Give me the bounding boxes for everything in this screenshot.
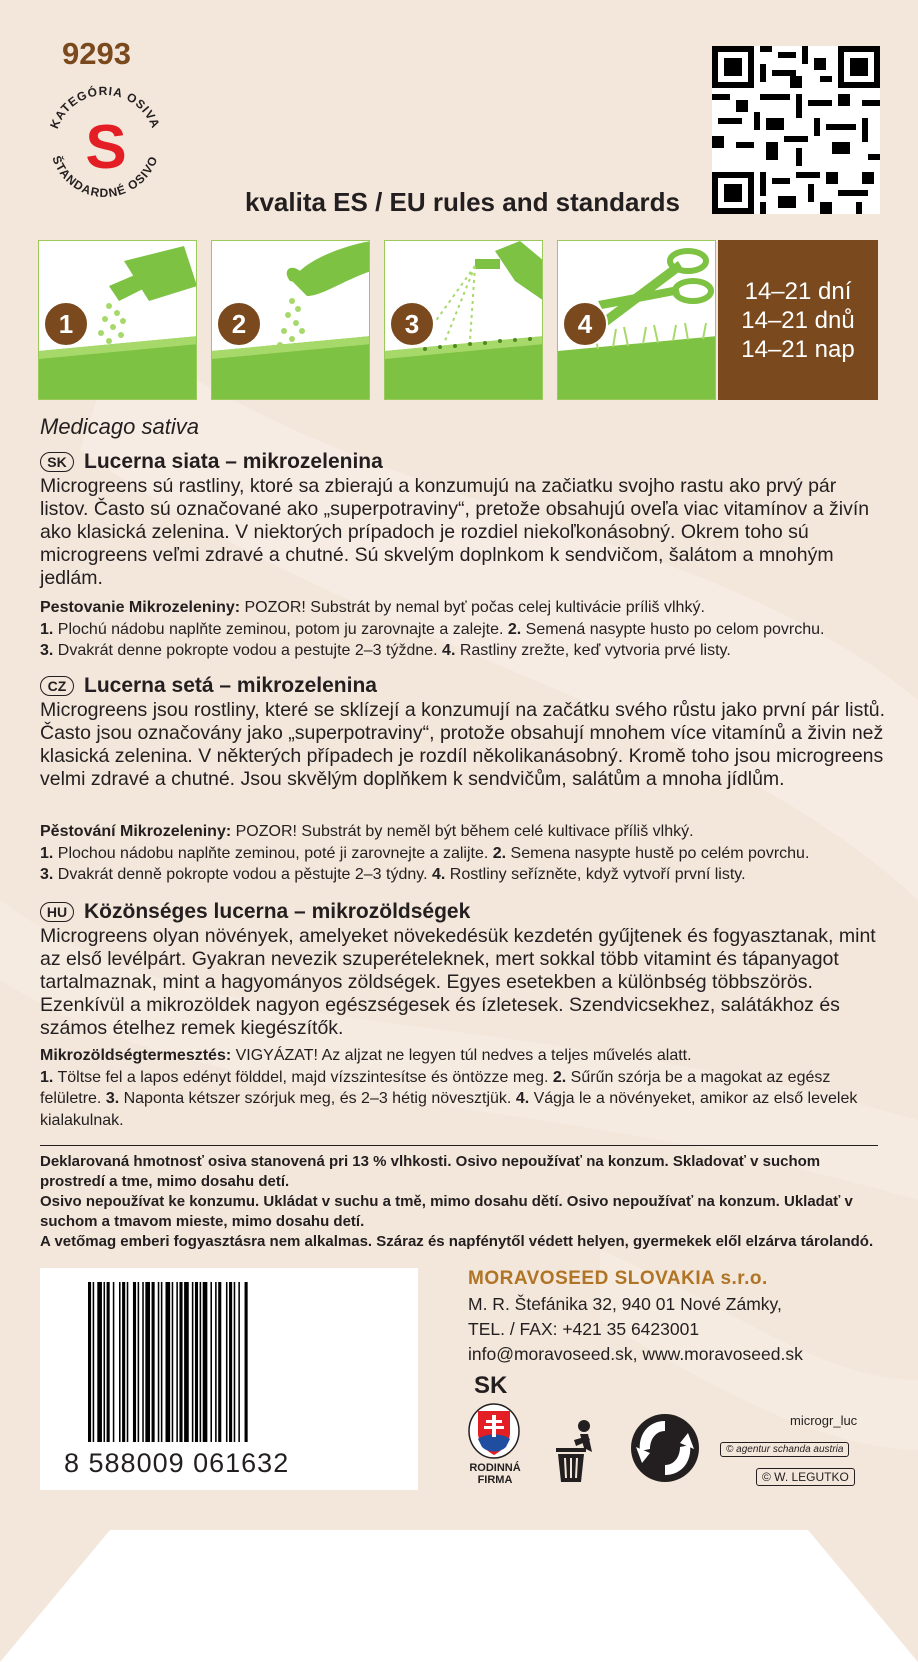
step-number: 2 bbox=[216, 301, 262, 347]
country-label: SK bbox=[474, 1372, 508, 1399]
barcode-bar bbox=[172, 1282, 174, 1442]
duration-hu: 14–21 nap bbox=[741, 335, 855, 363]
barcode-box bbox=[40, 1268, 418, 1490]
step-number: 1 bbox=[43, 301, 89, 347]
barcode-bar bbox=[234, 1282, 236, 1442]
cz-step-3: Dvakrát denně pokropte vodou a pěstujte 2–3 týdny. bbox=[53, 866, 432, 883]
sk-step-1: Plochú nádobu naplňte zeminou, potom ju zarovnajte a zalejte. bbox=[53, 620, 508, 638]
company-name: MORAVOSEED SLOVAKIA s.r.o. bbox=[468, 1268, 768, 1289]
cz-grow-title: Pěstování Mikrozeleniny: bbox=[40, 823, 232, 840]
cz-heading bbox=[40, 674, 377, 698]
barcode-bar bbox=[97, 1282, 102, 1442]
barcode-bar bbox=[184, 1282, 189, 1442]
barcode-bar bbox=[145, 1282, 150, 1442]
barcode-bar bbox=[152, 1282, 155, 1442]
barcode-digits: 8 588009 061632 bbox=[64, 1448, 290, 1478]
hu-step-2-num: 2. bbox=[552, 1068, 567, 1086]
barcode-bar bbox=[119, 1282, 121, 1442]
bottom-flap bbox=[0, 1530, 918, 1662]
sk-step-3-num: 3. bbox=[40, 642, 54, 659]
quality-statement: kvalita ES / EU rules and standards bbox=[245, 187, 680, 217]
barcode-bar bbox=[161, 1282, 163, 1442]
divider bbox=[40, 1145, 878, 1146]
barcode-bar bbox=[215, 1282, 217, 1442]
barcode-bar bbox=[179, 1282, 182, 1442]
cz-grow-warning: POZOR! Substrát by neměl být během celé kultivace příliš vlhký. bbox=[231, 823, 694, 840]
duration-cz: 14–21 dnů bbox=[741, 306, 855, 334]
seed-category-seal bbox=[40, 80, 170, 210]
barcode-bar bbox=[200, 1282, 202, 1442]
hu-description: Microgreens olyan növények, amelyeket növekedésük kezdetén gyűjtenek és fogyasztanak, mint az első levélpárt. Gyakran nevezik szuperételeknek, mert sokkal több vitamint és tápanyagot tartalmaznak, mint a hagyományos zöldségek. Egyes esetekben a különbség többszörös. Ezenkívül a mikrozöldek nagyon egészségesek és ízletesek. Szendvicsekhez, salátákhoz és számos ételhez remek kiegészítők. bbox=[40, 925, 876, 1039]
barcode-bar bbox=[158, 1282, 160, 1442]
agency-stamp: © agentur schanda austria bbox=[720, 1442, 849, 1457]
barcode-bar bbox=[127, 1282, 129, 1442]
barcode-bar bbox=[210, 1282, 212, 1442]
barcode-bar bbox=[218, 1282, 221, 1442]
barcode-bar bbox=[203, 1282, 208, 1442]
company-phone: TEL. / FAX: +421 35 6423001 bbox=[468, 1319, 700, 1339]
cz-step-1: Plochou nádobu naplňte zeminou, poté ji zarovnejte a zalijte. bbox=[53, 844, 493, 862]
barcode-bar bbox=[176, 1282, 178, 1442]
hu-step-1-num: 1. bbox=[40, 1068, 54, 1086]
barcode-bar bbox=[192, 1282, 194, 1442]
barcode-bar bbox=[104, 1282, 106, 1442]
company-web[interactable]: info@moravoseed.sk, www.moravoseed.sk bbox=[468, 1344, 803, 1364]
barcode-bar bbox=[93, 1282, 95, 1442]
barcode-bar bbox=[195, 1282, 198, 1442]
legal-notes bbox=[40, 1152, 885, 1252]
recycle-bin-icon bbox=[548, 1418, 608, 1484]
qr-code[interactable] bbox=[712, 46, 880, 214]
hu-heading bbox=[40, 900, 470, 924]
hu-step-4: Vágja le a növényeket, amikor az első levelek kialakulnak. bbox=[40, 1090, 858, 1129]
legal-cz-sk: Osivo nepoužívat ke konzumu. Ukládat v suchu a tmě, mimo dosahu dětí. Osivo nepoužívať na konzum. Ukladať v suchom a tmavom mieste, mimo dosahu detí. bbox=[40, 1193, 853, 1230]
slovak-shield-icon bbox=[468, 1403, 520, 1459]
barcode-bar bbox=[122, 1282, 125, 1442]
barcode-bar bbox=[88, 1282, 91, 1442]
sk-step-2-num: 2. bbox=[507, 620, 522, 638]
cz-step-2: Semena nasypte hustě po celém povrchu. bbox=[506, 844, 810, 862]
cz-title: Lucerna setá – mikrozelenina bbox=[84, 674, 377, 697]
seal-bottom-text: ŠTANDARDNÉ OSIVO bbox=[49, 153, 161, 201]
step-number: 3 bbox=[389, 301, 435, 347]
cz-step-4: Rostliny seřízněte, když vytvoří první listy. bbox=[445, 866, 746, 883]
sk-grow-warning: POZOR! Substrát by nemal byť počas celej kultivácie príliš vlhký. bbox=[240, 599, 705, 616]
step-1-water bbox=[38, 240, 197, 400]
legutko-stamp: © W. LEGUTKO bbox=[756, 1468, 855, 1486]
growth-duration-box bbox=[718, 240, 878, 400]
hu-grow-warning: VIGYÁZAT! Az aljzat ne legyen túl nedves a teljes művelés alatt. bbox=[231, 1047, 692, 1064]
barcode-bar bbox=[229, 1282, 232, 1442]
company-address: M. R. Štefánika 32, 940 01 Nové Zámky, bbox=[468, 1294, 782, 1314]
hu-step-1: Töltse fel a lapos edényt földdel, majd vízszintesítse és öntözze meg. bbox=[53, 1068, 553, 1086]
sk-grow-title: Pestovanie Mikrozeleniny: bbox=[40, 599, 241, 616]
sk-title: Lucerna siata – mikrozelenina bbox=[84, 450, 383, 473]
lang-badge-cz: CZ bbox=[40, 676, 74, 696]
barcode-bar bbox=[226, 1282, 228, 1442]
barcode-bar bbox=[238, 1282, 240, 1442]
barcode-bar bbox=[138, 1282, 140, 1442]
sk-heading bbox=[40, 450, 383, 474]
sk-step-4-num: 4. bbox=[442, 642, 456, 659]
legal-sk: Deklarovaná hmotnosť osiva stanovená pri 13 % vlhkosti. Osivo nepoužívať na konzum. Skladovať v suchom prostredí a tme, mimo dosahu detí. bbox=[40, 1153, 821, 1190]
micro-code: microgr_luc bbox=[790, 1413, 858, 1428]
hu-step-3-num: 3. bbox=[105, 1090, 120, 1107]
barcode-bar bbox=[142, 1282, 144, 1442]
sk-step-3: Dvakrát denne pokropte vodou a pestujte 2–3 týždne. bbox=[53, 642, 443, 659]
lang-badge-sk: SK bbox=[40, 452, 74, 472]
hu-step-4-num: 4. bbox=[515, 1090, 530, 1107]
hu-title: Közönséges lucerna – mikrozöldségek bbox=[84, 900, 471, 923]
hu-step-3: Naponta kétszer szórjuk meg, és 2–3 hétig növesztjük. bbox=[119, 1090, 516, 1107]
seal-letter: S bbox=[85, 113, 127, 182]
seal-top-text: KATEGÓRIA OSIVA bbox=[47, 83, 163, 131]
cz-step-3-num: 3. bbox=[40, 866, 54, 883]
family-company-label: RODINNÁ FIRMA bbox=[469, 1462, 521, 1486]
barcode-bar bbox=[107, 1282, 110, 1442]
hu-grow-title: Mikrozöldségtermesztés: bbox=[40, 1047, 232, 1064]
cz-description: Microgreens jsou rostliny, které se sklízejí a konzumují na začátku svého růstu jako první pár listů. Často jsou označovány jako „superpotraviny“, protože obsahují mnohem více vitamínů a živin než klasická zelenina. V některých případech je rozdíl několikanásobný. Kromě toho jsou microgreens velmi zdravé a chutné. Jsou skvělým doplňkem k sendvičům, salátům a mnoha jídlům. bbox=[40, 699, 886, 790]
barcode-bar bbox=[245, 1282, 248, 1442]
sk-step-4: Rastliny zrežte, keď vytvoria prvé listy. bbox=[455, 642, 731, 659]
step-2-sow bbox=[211, 240, 370, 400]
hu-step-2: Sűrűn szórja be a magokat az egész felületre. bbox=[40, 1068, 831, 1107]
step-number: 4 bbox=[562, 301, 608, 347]
sk-growing-instructions bbox=[40, 597, 885, 662]
cz-step-4-num: 4. bbox=[431, 866, 446, 883]
cz-growing-instructions bbox=[40, 821, 885, 886]
step-3-spray bbox=[384, 240, 543, 400]
cz-step-2-num: 2. bbox=[492, 844, 507, 862]
sk-description: Microgreens sú rastliny, ktoré sa zbierajú a konzumujú na začiatku svojho rastu ako prvý pár listov. Často sú označované ako „superpotraviny“, pretože obsahujú oveľa viac vitamínov a živín ako klasická zelenina. V niektorých prípadoch je rozdiel niekoľkonásobný. Okrem toho sú microgreens veľmi zdravé a chutné. Sú skvelým doplnkom k sendvičom, šalátom a mnohým jedlám. bbox=[40, 475, 870, 589]
barcode[interactable] bbox=[88, 1282, 378, 1448]
sk-step-2: Semená nasypte husto po celom povrchu. bbox=[521, 620, 825, 638]
hu-growing-instructions bbox=[40, 1045, 885, 1131]
step-4-cut bbox=[557, 240, 716, 400]
barcode-bar bbox=[166, 1282, 171, 1442]
barcode-bar bbox=[133, 1282, 136, 1442]
legal-hu: A vetőmag emberi fogyasztásra nem alkalmas. Száraz és napfénytől védett helyen, gyermekek elől elzárva tárolandó. bbox=[40, 1233, 874, 1250]
cz-step-1-num: 1. bbox=[40, 844, 54, 862]
product-code: 9293 bbox=[62, 36, 131, 71]
sk-step-1-num: 1. bbox=[40, 620, 54, 638]
latin-name: Medicago sativa bbox=[40, 414, 199, 439]
green-dot-icon bbox=[630, 1413, 700, 1483]
lang-badge-hu: HU bbox=[40, 902, 74, 922]
barcode-bar bbox=[113, 1282, 115, 1442]
duration-sk: 14–21 dní bbox=[744, 277, 852, 305]
